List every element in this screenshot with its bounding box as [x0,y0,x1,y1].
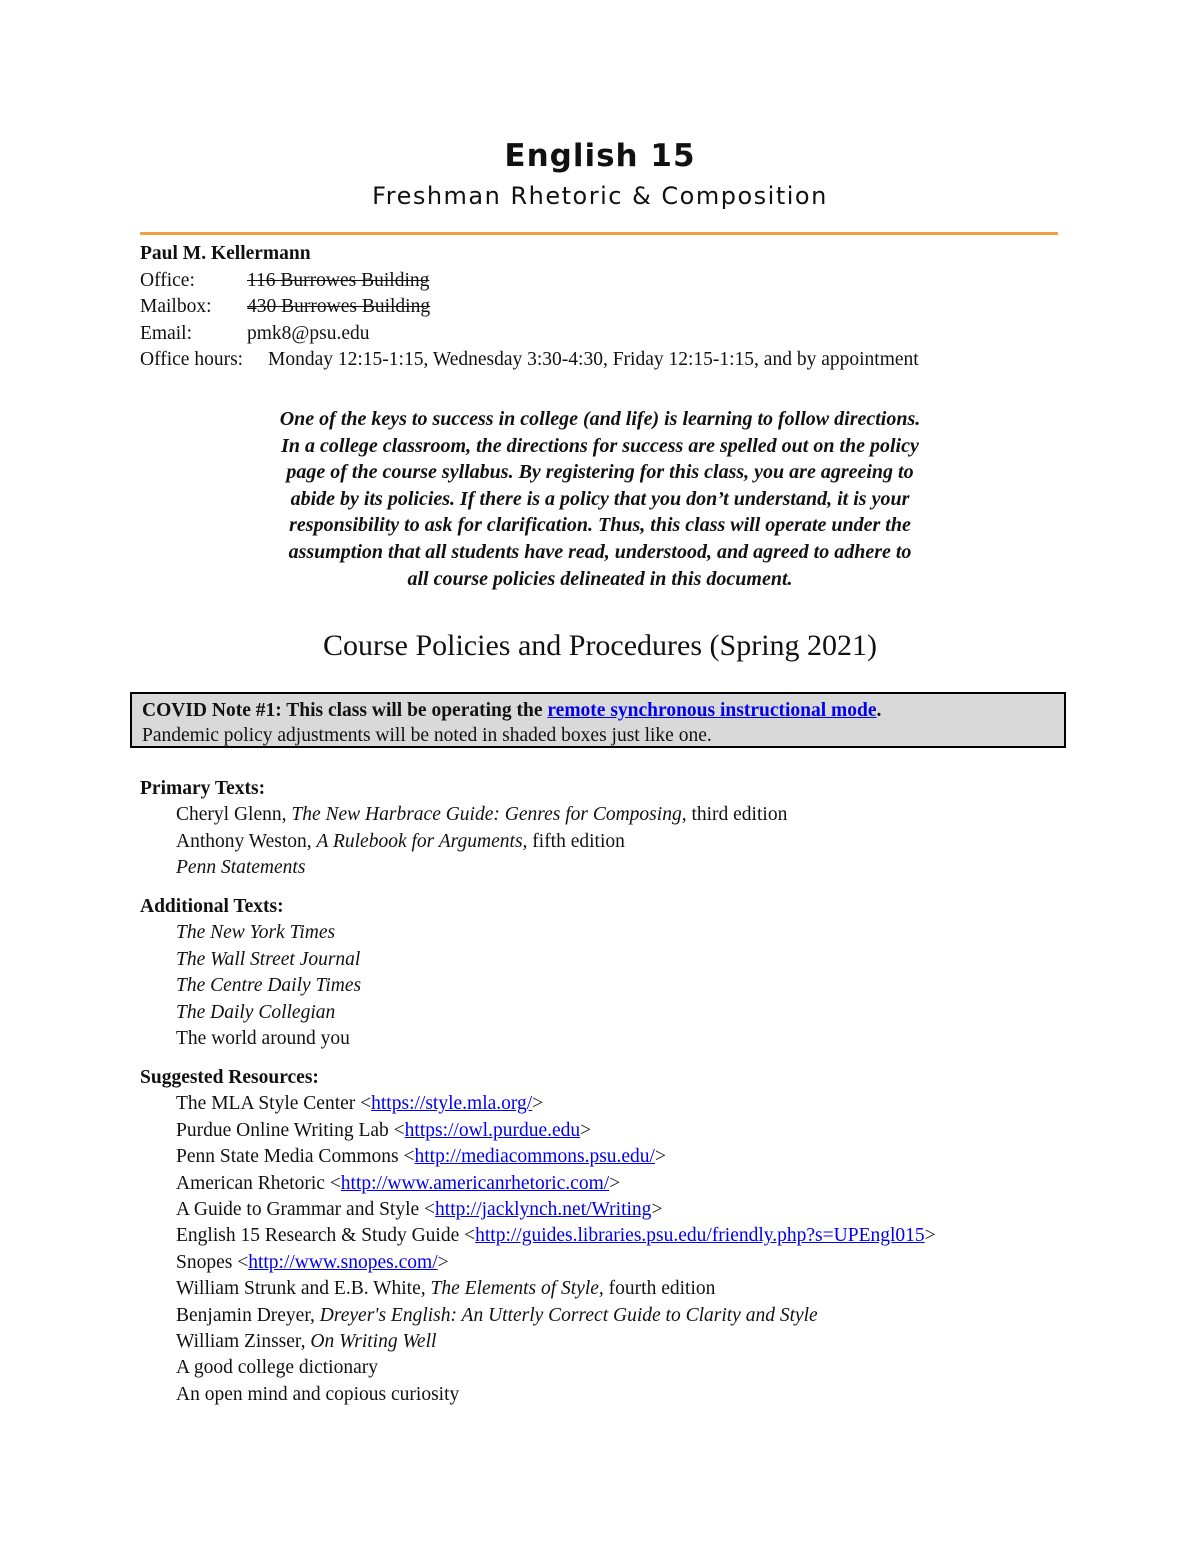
covid-note-end: . [876,700,882,721]
list-item [140,802,787,828]
office-hours-value: Monday 12:15-1:15, Wednesday 3:30-4:30, Friday 12:15-1:15, and by appointment [268,349,919,370]
resource-book-item [140,1382,936,1408]
item-title: A Rulebook for Arguments, [316,830,528,852]
book-author: William Strunk and E.B. White, [176,1278,431,1300]
resource-bracket: > [437,1251,449,1273]
list-item [140,855,787,881]
list-item: The Daily Collegian [176,1001,336,1023]
instructor-contact [140,241,919,374]
resource-link-item [140,1091,936,1117]
book-title: The Elements of Style, [430,1278,604,1300]
additional-texts-section [140,894,361,1052]
book-title: On Writing Well [310,1331,437,1353]
office-row [140,268,919,295]
resource-bracket: > [609,1172,621,1194]
resource-name: Penn State Media Commons < [176,1146,415,1168]
additional-texts-heading: Additional Texts: [140,896,284,917]
office-hours-label: Office hours: [140,349,244,370]
list-item: The world around you [176,1028,350,1050]
book-author: Benjamin Dreyer, [176,1304,320,1326]
item-edition: third edition [686,804,788,826]
resource-name: Purdue Online Writing Lab < [176,1119,405,1141]
policy-notice [140,406,1060,592]
resource-bracket: > [651,1199,663,1221]
course-subtitle: Freshman Rhetoric & Composition [372,182,828,210]
resource-link-item [140,1144,936,1170]
list-item: The Centre Daily Times [176,975,362,997]
notice-line: page of the course syllabus. By registering for this class, you are agreeing to [286,461,914,484]
item-author: Cheryl Glenn, [176,804,292,826]
resource-bracket: > [580,1119,592,1141]
office-value: 116 Burrowes Building [247,269,430,291]
item-author: Anthony Weston, [176,830,317,852]
mailbox-label: Mailbox: [140,296,212,317]
book-edition: fourth edition [603,1278,716,1300]
resource-name: English 15 Research & Study Guide < [176,1225,476,1247]
covid-note-lead: COVID Note #1: This class will be operating the [142,700,548,721]
policies-heading: Course Policies and Procedures (Spring 2021) [322,629,878,662]
resource-name: A Guide to Grammar and Style < [176,1199,436,1221]
book-title: Dreyer's English: An Utterly Correct Guide to Clarity and Style [319,1304,818,1326]
resource-link[interactable]: https://owl.purdue.edu [404,1119,581,1141]
resource-book-item [140,1329,936,1355]
resource-link[interactable]: http://www.snopes.com/ [248,1251,438,1273]
resource-name: Snopes < [176,1251,249,1273]
resource-link-item [140,1250,936,1276]
notice-line: In a college classroom, the directions for success are spelled out on the policy [281,434,919,457]
resource-link-item [140,1197,936,1223]
remote-mode-link[interactable]: remote synchronous instructional mode [547,700,877,721]
course-title: English 15 [504,138,696,174]
resource-link-item [140,1223,936,1249]
list-item [140,829,787,855]
list-item: The New York Times [176,922,336,944]
office-label: Office: [140,269,195,291]
item-title: The New Harbrace Guide: Genres for Composing, [291,804,687,826]
notice-line: abide by its policies. If there is a policy that you don’t understand, it is your [290,487,910,510]
resource-link[interactable]: https://style.mla.org/ [371,1093,533,1115]
covid-note-line-1 [142,698,1064,723]
suggested-resources-heading: Suggested Resources: [140,1067,319,1088]
covid-note-box [130,692,1066,748]
resource-link-item [140,1171,936,1197]
mailbox-value: 430 Burrowes Building [247,296,431,317]
book-author: An open mind and copious curiosity [176,1383,460,1405]
mailbox-row [140,294,919,321]
book-author: William Zinsser, [176,1331,311,1353]
book-author: A good college dictionary [176,1357,378,1379]
resource-bracket: > [654,1146,666,1168]
header-divider [140,232,1058,235]
item-title: Penn Statements [176,857,306,879]
email-row [140,321,919,348]
notice-line: responsibility to ask for clarification. Thus, this class will operate under the [289,514,911,537]
resource-name: The MLA Style Center < [176,1093,372,1115]
resource-book-item [140,1276,936,1302]
resource-bracket: > [924,1225,936,1247]
resource-link[interactable]: http://jacklynch.net/Writing [435,1199,652,1221]
item-edition: fifth edition [527,830,625,852]
primary-texts-section [140,776,787,882]
primary-texts-heading: Primary Texts: [140,778,266,799]
covid-note-line-2: Pandemic policy adjustments will be noted in shaded boxes just like one. [142,725,712,746]
notice-line: One of the keys to success in college (and life) is learning to follow directions. [279,408,921,430]
email-value: pmk8@psu.edu [247,322,370,344]
resource-bracket: > [532,1093,544,1115]
resource-book-item [140,1303,936,1329]
instructor-name: Paul M. Kellermann [140,243,311,264]
suggested-resources-section [140,1065,936,1408]
resource-link[interactable]: http://www.americanrhetoric.com/ [340,1172,610,1194]
resource-name: American Rhetoric < [176,1172,341,1194]
notice-line: assumption that all students have read, understood, and agreed to adhere to [288,540,912,563]
resource-link[interactable]: http://guides.libraries.psu.edu/friendly.php?s=UPEngl015 [475,1225,925,1247]
resource-book-item [140,1355,936,1381]
resource-link[interactable]: http://mediacommons.psu.edu/ [414,1146,655,1168]
resource-link-item [140,1118,936,1144]
notice-line: all course policies delineated in this document. [407,567,793,590]
list-item: The Wall Street Journal [176,948,361,970]
office-hours-row [140,347,919,374]
email-label: Email: [140,322,192,344]
